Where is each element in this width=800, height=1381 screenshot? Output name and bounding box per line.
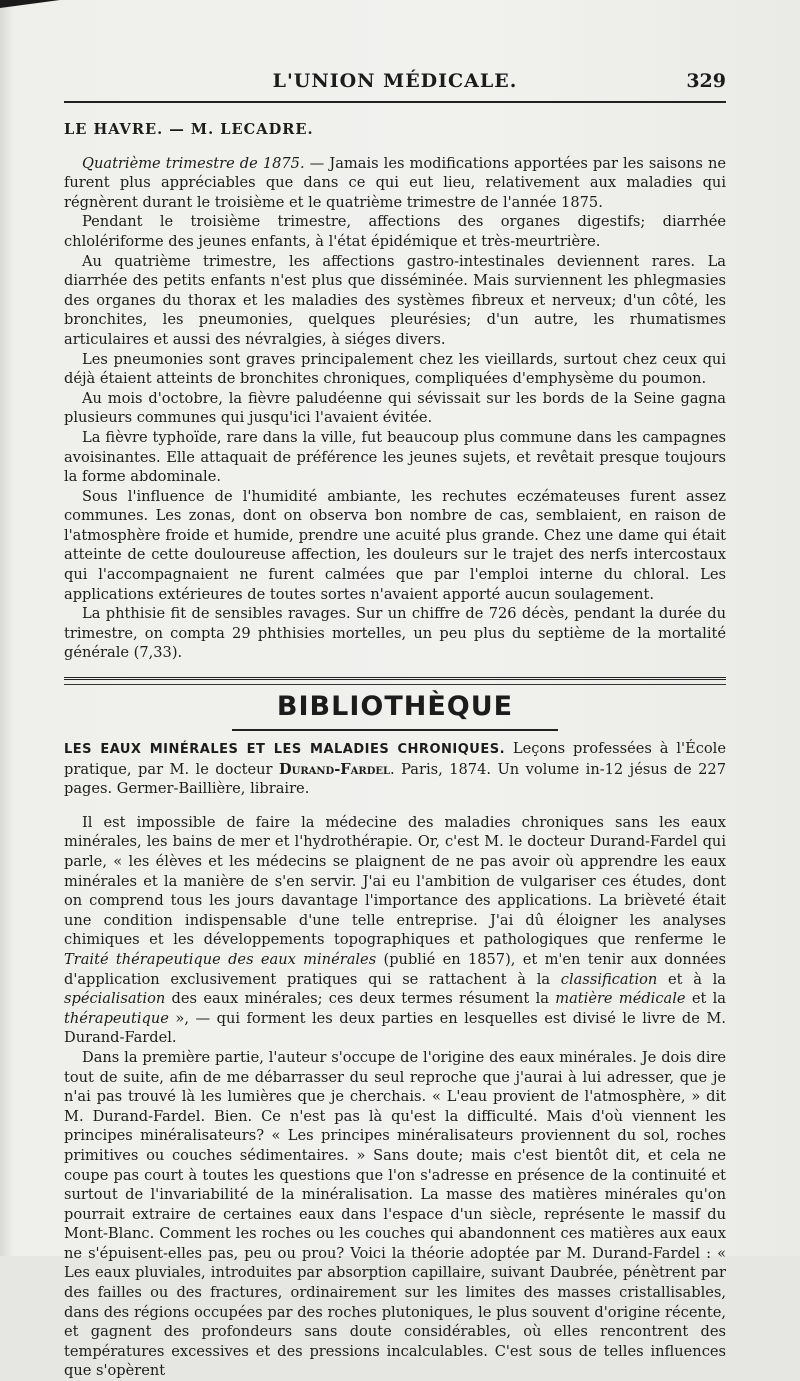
emphasis: spécialisation	[64, 990, 166, 1008]
scan-corner-mark	[0, 0, 60, 8]
emphasis: matière médicale	[555, 990, 686, 1008]
book-reference	[64, 739, 726, 799]
paragraph: Les pneumonies sont graves principalement chez les vieillards, surtout chez ceux qui déjà étaient atteints de bronchites chroniques, compliquées d'emphysème du poumon.	[64, 350, 726, 388]
paragraph: Au mois d'octobre, la fièvre paludéenne qui sévissait sur les bords de la Seine gagna plusieurs communes qui jusqu'ici l'avaient évitée.	[64, 389, 726, 427]
journal-title: L'UNION MÉDICALE.	[272, 70, 518, 92]
paragraph: Sous l'influence de l'humidité ambiante, les rechutes eczémateuses furent assez communes. Les zonas, dont on observa bon nombre de cas, semblaient, en raison de l'atmosphère froide et humide, prendre une acuité plus grande. Chez une dame qui était atteinte de cette douloureuse affection, les douleurs sur le trajet des nerfs intercostaux qui l'accompagnaient ne furent calmées que par l'emploi interne du chloral. Les applications extérieures de toutes sortes n'avaient apporté aucun soulagement.	[64, 487, 726, 603]
paragraph: Au quatrième trimestre, les affections gastro-intestinales deviennent rares. La diarrhée des petits enfants n'est plus que disséminée. Mais surviennent les phlegmasies des organes du thorax et les maladies des systèmes fibreux et nerveux; d'un côté, les bronchites, les pneumonies, quelques pleurésies; d'un autre, les rhumatismes articulaires et aussi des névralgies, à siéges divers.	[64, 252, 726, 348]
bibliotheque-header	[64, 673, 726, 739]
section-heading: LE HAVRE. — M. LECADRE.	[64, 121, 314, 138]
review-text: (publié en 1857), et m'en tenir aux données d'application exclusivement pratiques qui se rattachent à la	[64, 950, 726, 988]
page-number: 329	[686, 70, 726, 92]
paragraph: La fièvre typhoïde, rare dans la ville, fut beaucoup plus commune dans les campagnes avoisinantes. Elle attaquait de préférence les jeunes sujets, et revêtait presque toujours la forme abdominale.	[64, 428, 726, 486]
page-content	[64, 120, 726, 1381]
paragraph	[64, 154, 726, 213]
paragraph: La phthisie fit de sensibles ravages. Sur un chiffre de 726 décès, pendant la durée du trimestre, on compta 29 phthisies mortelles, un peu plus du septième de la mortalité générale (7,33).	[64, 605, 726, 662]
review-text: Il est impossible de faire la médecine des maladies chroniques sans les eaux minérales, les bains de mer et l'hydrothérapie. Or, c'est M. le docteur Durand-Fardel qui parle, « les élèves et les médecins se plaignent de ne pas avoir où apprendre les eaux minérales et la manière de s'en servir. J'ai eu l'ambition de vulgariser ces études, dont on comprend tous les jours davantage l'importance des applications. La brièveté était une condition indispensable d'une telle entreprise. J'ai dû éloigner les analyses chimiques et les développements topographiques et pathologiques que renferme le	[64, 813, 726, 949]
emphasis: classification	[560, 970, 658, 988]
title-underline	[232, 729, 558, 731]
review-text: et la	[685, 990, 726, 1008]
paragraph: Pendant le troisième trimestre, affections des organes digestifs; diarrhée chlolériforme des jeunes enfants, à l'état épidémique et très-meurtrière.	[64, 213, 726, 250]
review-text: des eaux minérales; ces deux termes résument la	[165, 990, 556, 1008]
header-rule	[64, 101, 726, 103]
cited-work-title: Traité thérapeutique des eaux minérales	[64, 950, 377, 968]
review-paragraph: Dans la première partie, l'auteur s'occupe de l'origine des eaux minérales. Je dois dire tout de suite, afin de me débarrasser du seul reproche que j'aurai à lui adresser, que je n'ai pas trouvé là les lumières que je cherchais. « L'eau provient de l'atmosphère, » dit M. Durand-Fardel. Bien. Ce n'est pas là qu'est la difficulté. Mais d'où viennent les principes minéralisateurs? « Les principes minéralisateurs proviennent du sol, roches primitives ou couches sédimentaires. » Sans doute; mais c'est bientôt dit, et cela ne coupe pas court à toutes les questions que l'on s'adresse en présence de la continuité et surtout de l'invariabilité de la minéralisation. La masse des matières minérales qu'on pourrait extraire de certaines eaux dans l'espace d'un siècle, représente le massif du Mont-Blanc. Comment les roches ou les couches qui abandonnent ces matières aux eaux ne s'épuisent-elles pas, peu ou prou? Voici la théorie adoptée par M. Durand-Fardel : « Les eaux pluviales, introduites par absorption capillaire, suivant Daubrée, pénètrent par des failles ou des fractures, ordinairement sur les limites des masses cristallisables, dans des régions occupées par des roches plutoniques, le plus souvent d'origine récente, et gagnent des profondeurs sans doute considérables, où elles rencontrent des températures excessives et des pressions incalculables. C'est sous de telles influences que s'opèrent	[64, 1048, 726, 1380]
book-info: Leçons professées à l'École pratique, par M. le docteur	[64, 740, 726, 778]
book-author: Durand-Fardel	[278, 760, 391, 778]
review-text: et à la	[657, 970, 726, 988]
section-divider	[64, 677, 726, 680]
review-text: », — qui forment les deux parties en lesquelles est divisé le livre de M. Durand-Fardel.	[64, 1009, 726, 1047]
running-header	[64, 70, 726, 100]
section-divider-thin	[64, 684, 726, 685]
paragraph-text: — Jamais les modifications apportées par les saisons ne furent plus appréciables que dans ce qui eut lieu, relativement aux maladies qui régnèrent durant le troisième et le quatrième trimestre de l'année 1875.	[64, 154, 726, 211]
emphasis: thérapeutique	[64, 1009, 169, 1027]
bibliotheque-title: BIBLIOTHÈQUE	[276, 691, 514, 723]
book-title: LES EAUX MINÉRALES ET LES MALADIES CHRONIQUES.	[64, 742, 506, 758]
paragraph-lead: Quatrième trimestre de 1875.	[82, 154, 305, 172]
review-paragraph	[64, 813, 726, 1048]
book-info-2: . Paris, 1874. Un volume in-12 jésus de 227 pages. Germer-Baillière, libraire.	[64, 760, 726, 798]
